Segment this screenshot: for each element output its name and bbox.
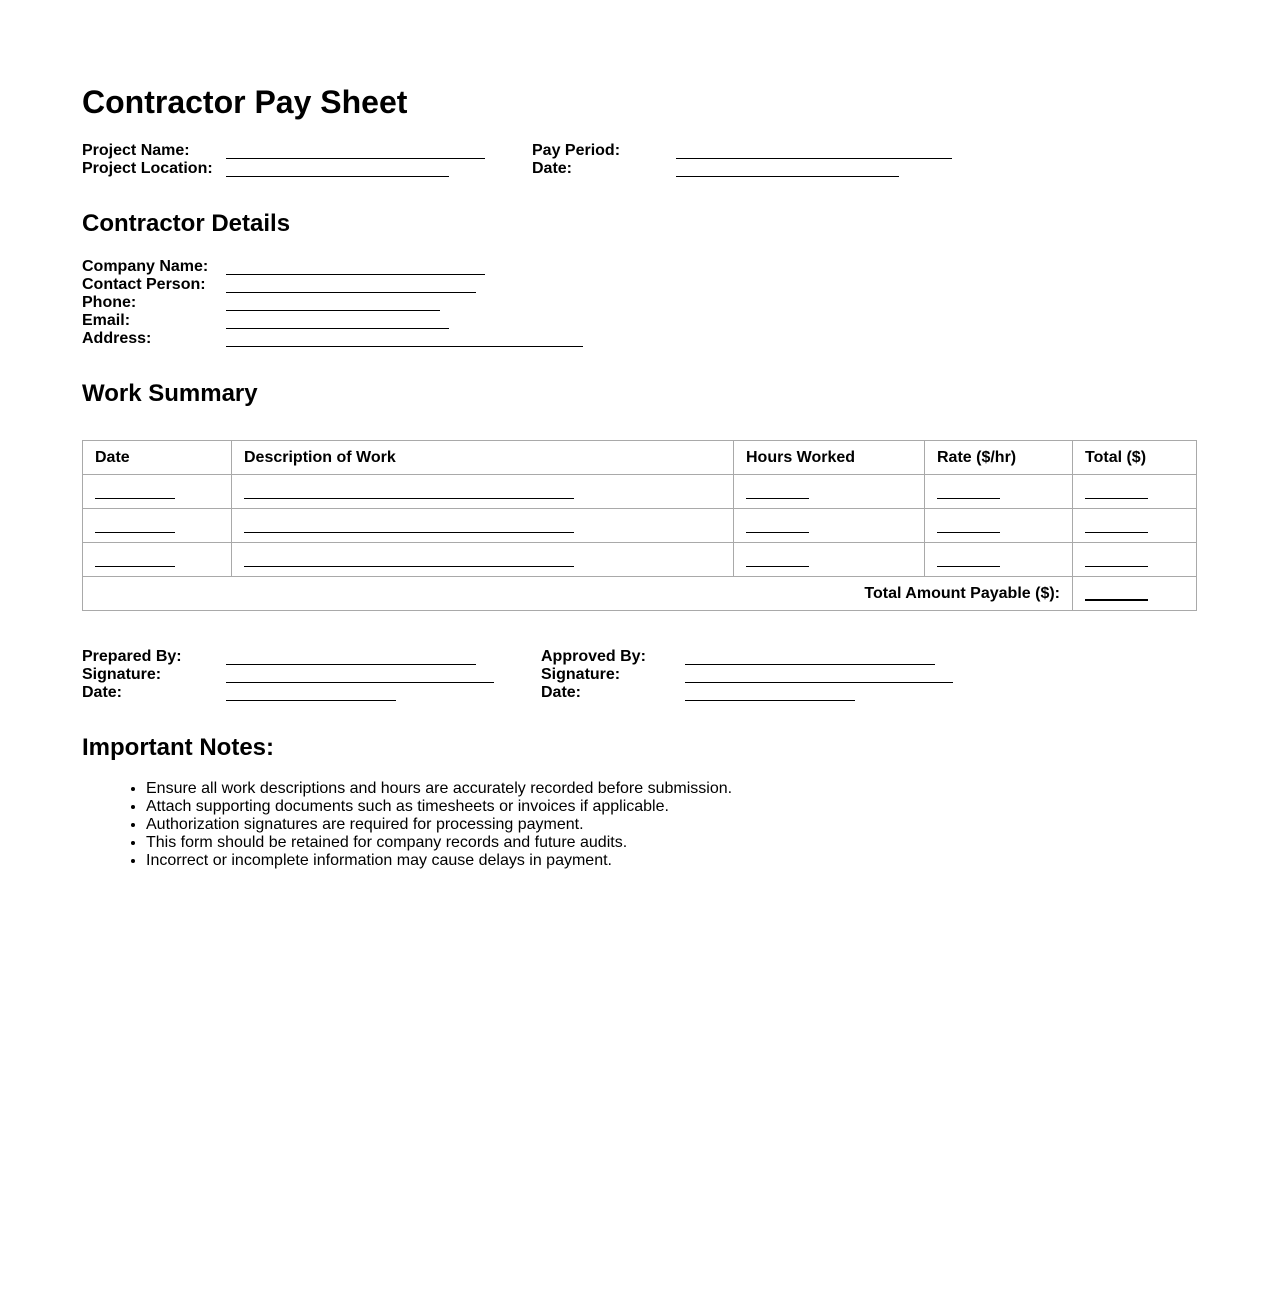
total-amount-blank[interactable] — [1085, 585, 1148, 601]
approved-signature-field[interactable] — [685, 666, 953, 683]
total-cell[interactable] — [1073, 509, 1197, 543]
email-row — [82, 312, 602, 330]
total-cell[interactable] — [1073, 543, 1197, 577]
project-fields — [82, 142, 502, 178]
prepared-signature-row — [82, 666, 522, 684]
description-blank[interactable] — [244, 518, 574, 533]
date-blank[interactable] — [95, 518, 175, 533]
date-blank[interactable] — [95, 552, 175, 567]
company-name-row — [82, 258, 602, 276]
approved-date-label: Date: — [541, 684, 582, 701]
hours-blank[interactable] — [746, 484, 809, 499]
table-row — [83, 509, 1197, 543]
work-summary-heading: Work Summary — [82, 380, 258, 407]
date-cell[interactable] — [83, 509, 232, 543]
project-location-field[interactable] — [226, 160, 449, 177]
list-item: • Ensure all work descriptions and hours are accurately recorded before submission. — [146, 780, 732, 798]
column-header-total: Total ($) — [1073, 441, 1197, 475]
address-label: Address: — [82, 330, 152, 347]
hours-cell[interactable] — [734, 509, 925, 543]
rate-blank[interactable] — [937, 518, 1000, 533]
hours-blank[interactable] — [746, 518, 809, 533]
prepared-by-fields — [82, 648, 522, 702]
header-date-label: Date: — [532, 160, 573, 177]
total-blank[interactable] — [1085, 484, 1148, 499]
total-amount-label: Total Amount Payable ($): — [83, 577, 1073, 611]
contact-person-field[interactable] — [226, 276, 476, 293]
rate-cell[interactable] — [925, 543, 1073, 577]
total-blank[interactable] — [1085, 552, 1148, 567]
notes-heading: Important Notes: — [82, 734, 274, 761]
project-name-row — [82, 142, 502, 160]
pay-period-row — [532, 142, 972, 160]
date-blank[interactable] — [95, 484, 175, 499]
prepared-signature-label: Signature: — [82, 666, 162, 683]
prepared-by-label: Prepared By: — [82, 648, 182, 665]
company-name-label: Company Name: — [82, 258, 209, 275]
approved-signature-row — [541, 666, 981, 684]
approved-by-field[interactable] — [685, 648, 935, 665]
column-header-date: Date — [83, 441, 232, 475]
contact-person-label: Contact Person: — [82, 276, 206, 293]
list-item: • Authorization signatures are required for processing payment. — [146, 816, 732, 834]
rate-blank[interactable] — [937, 552, 1000, 567]
page-title: Contractor Pay Sheet — [82, 84, 408, 120]
prepared-date-field[interactable] — [226, 684, 396, 701]
approved-signature-label: Signature: — [541, 666, 621, 683]
work-summary-table — [82, 440, 1197, 611]
prepared-by-row — [82, 648, 522, 666]
list-item: • Incorrect or incomplete information may cause delays in payment. — [146, 852, 732, 870]
rate-cell[interactable] — [925, 475, 1073, 509]
list-item: • Attach supporting documents such as timesheets or invoices if applicable. — [146, 798, 732, 816]
address-row — [82, 330, 602, 348]
description-cell[interactable] — [232, 543, 734, 577]
description-cell[interactable] — [232, 475, 734, 509]
pay-period-label: Pay Period: — [532, 142, 621, 159]
phone-label: Phone: — [82, 294, 137, 311]
hours-cell[interactable] — [734, 543, 925, 577]
list-item: • This form should be retained for company records and future audits. — [146, 834, 732, 852]
hours-cell[interactable] — [734, 475, 925, 509]
project-location-label: Project Location: — [82, 160, 213, 177]
contractor-details-heading: Contractor Details — [82, 210, 291, 237]
prepared-date-row — [82, 684, 522, 702]
date-cell[interactable] — [83, 475, 232, 509]
header-date-field[interactable] — [676, 160, 899, 177]
total-row — [83, 577, 1197, 611]
column-header-description: Description of Work — [232, 441, 734, 475]
header-date-row — [532, 160, 972, 178]
rate-cell[interactable] — [925, 509, 1073, 543]
project-name-field[interactable] — [226, 142, 485, 159]
company-name-field[interactable] — [226, 258, 485, 275]
column-header-rate: Rate ($/hr) — [925, 441, 1073, 475]
date-cell[interactable] — [83, 543, 232, 577]
address-field[interactable] — [226, 330, 583, 347]
description-blank[interactable] — [244, 484, 574, 499]
phone-row — [82, 294, 602, 312]
total-cell[interactable] — [1073, 475, 1197, 509]
description-blank[interactable] — [244, 552, 574, 567]
table-header-row — [83, 441, 1197, 475]
prepared-date-label: Date: — [82, 684, 123, 701]
table-row — [83, 543, 1197, 577]
description-cell[interactable] — [232, 509, 734, 543]
approved-by-row — [541, 648, 981, 666]
contact-person-row — [82, 276, 602, 294]
prepared-by-field[interactable] — [226, 648, 476, 665]
approved-by-fields — [541, 648, 981, 702]
email-label: Email: — [82, 312, 131, 329]
project-location-row — [82, 160, 502, 178]
period-fields — [532, 142, 972, 178]
approved-date-field[interactable] — [685, 684, 855, 701]
phone-field[interactable] — [226, 294, 440, 311]
project-name-label: Project Name: — [82, 142, 190, 159]
table-row — [83, 475, 1197, 509]
contractor-fields — [82, 258, 602, 348]
pay-period-field[interactable] — [676, 142, 952, 159]
approved-by-label: Approved By: — [541, 648, 646, 665]
total-amount-cell[interactable] — [1073, 577, 1197, 611]
total-blank[interactable] — [1085, 518, 1148, 533]
notes-list — [82, 780, 732, 870]
email-field[interactable] — [226, 312, 449, 329]
approved-date-row — [541, 684, 981, 702]
rate-blank[interactable] — [937, 484, 1000, 499]
column-header-hours: Hours Worked — [734, 441, 925, 475]
hours-blank[interactable] — [746, 552, 809, 567]
prepared-signature-field[interactable] — [226, 666, 494, 683]
